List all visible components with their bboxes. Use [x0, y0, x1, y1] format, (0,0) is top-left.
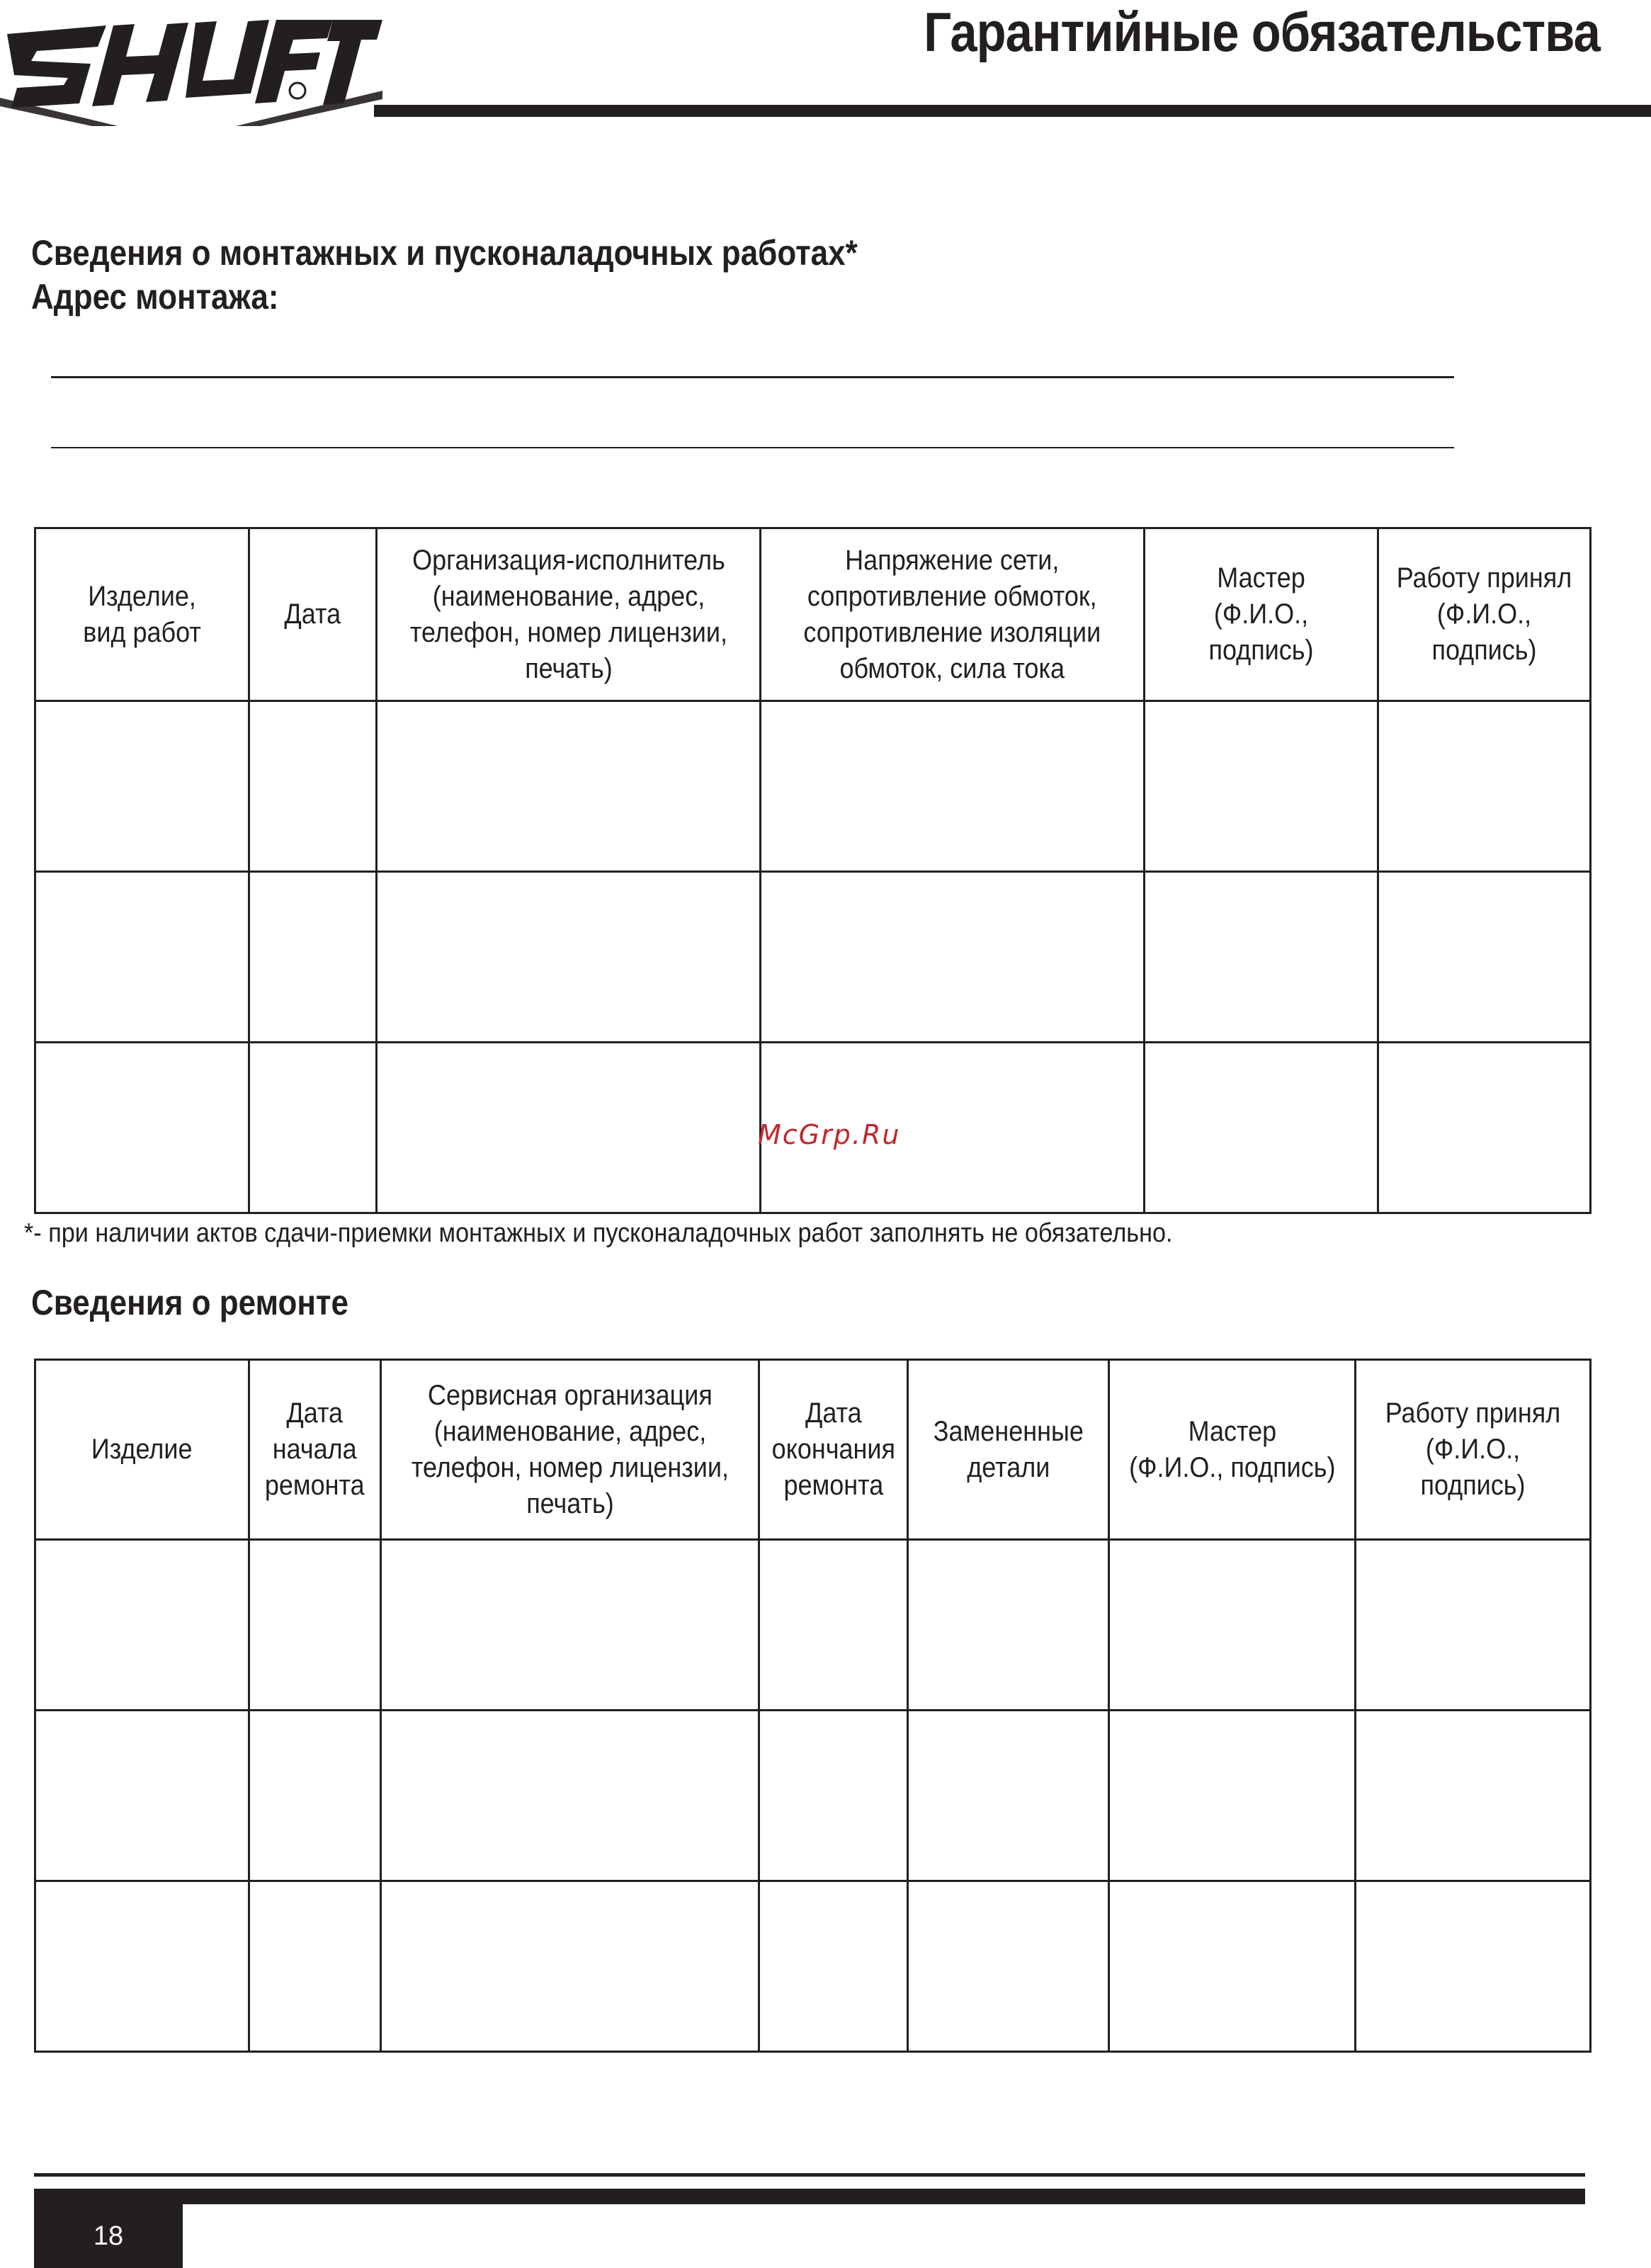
- input-cell[interactable]: [759, 1711, 908, 1881]
- input-cell[interactable]: [1356, 1540, 1591, 1711]
- address-label: Адрес монтажа:: [31, 277, 279, 317]
- input-cell[interactable]: [1356, 1881, 1591, 2052]
- input-cell[interactable]: [35, 1711, 249, 1881]
- input-cell[interactable]: [249, 1043, 377, 1213]
- input-cell[interactable]: [381, 1540, 759, 1711]
- input-cell[interactable]: [1378, 701, 1591, 872]
- col-contractor: Организация-исполнитель (наименование, адрес, телефон, номер лицензии, печать): [377, 528, 761, 701]
- table-row: [35, 1540, 1591, 1711]
- input-cell[interactable]: [249, 701, 377, 872]
- page-number: [34, 2204, 183, 2268]
- input-cell[interactable]: [1145, 701, 1378, 872]
- input-cell[interactable]: [908, 1711, 1109, 1881]
- installation-heading: Сведения о монтажных и пусконаладочных работах*: [31, 233, 858, 273]
- address-line-1[interactable]: [51, 376, 1454, 378]
- page-title: Гарантийные обязательства: [924, 1, 1600, 63]
- input-cell[interactable]: [249, 872, 377, 1043]
- repair-heading: Сведения о ремонте: [31, 1283, 348, 1322]
- input-cell[interactable]: [35, 1043, 249, 1213]
- col-replaced-parts: Замененные детали: [908, 1360, 1109, 1540]
- input-cell[interactable]: [761, 701, 1145, 872]
- installation-table: [34, 527, 1592, 1214]
- input-cell[interactable]: [377, 1043, 761, 1213]
- repair-table: [34, 1359, 1592, 2053]
- header-rule: [374, 105, 1651, 117]
- input-cell[interactable]: [1145, 1043, 1378, 1213]
- input-cell[interactable]: [35, 701, 249, 872]
- input-cell[interactable]: [759, 1540, 908, 1711]
- installation-header-row: [35, 528, 1591, 701]
- input-cell[interactable]: [249, 1881, 381, 2052]
- input-cell[interactable]: [35, 872, 249, 1043]
- input-cell[interactable]: [1145, 872, 1378, 1043]
- input-cell[interactable]: [1378, 872, 1591, 1043]
- input-cell[interactable]: [249, 1711, 381, 1881]
- page-number-text: 18: [93, 2221, 124, 2251]
- input-cell[interactable]: [381, 1881, 759, 2052]
- repair-header-row: [35, 1360, 1591, 1540]
- table-row: [35, 701, 1591, 872]
- col-service-org: Сервисная организация (наименование, адрес, телефон, номер лицензии, печать): [381, 1360, 759, 1540]
- col-accepted-by: Работу принял (Ф.И.О., подпись): [1356, 1360, 1591, 1540]
- input-cell[interactable]: [759, 1881, 908, 2052]
- input-cell[interactable]: [1109, 1881, 1356, 2052]
- col-accepted-by: Работу принял (Ф.И.О., подпись): [1378, 528, 1591, 701]
- col-product-work: Изделие, вид работ: [35, 528, 249, 701]
- footnote: *- при наличии актов сдачи-приемки монтажных и пусконаладочных работ заполнять не обязательно.: [24, 1218, 1173, 1248]
- col-product: Изделие: [35, 1360, 249, 1540]
- input-cell[interactable]: [908, 1881, 1109, 2052]
- shuft-logo: [0, 20, 382, 126]
- input-cell[interactable]: [35, 1881, 249, 2052]
- input-cell[interactable]: [1109, 1540, 1356, 1711]
- input-cell[interactable]: [377, 701, 761, 872]
- col-master: Мастер (Ф.И.О., подпись): [1109, 1360, 1356, 1540]
- table-row: [35, 1711, 1591, 1881]
- input-cell[interactable]: [1378, 1043, 1591, 1213]
- col-date: Дата: [249, 528, 377, 701]
- col-master: Мастер (Ф.И.О., подпись): [1145, 528, 1378, 701]
- address-line-2[interactable]: [51, 447, 1454, 448]
- col-repair-end: Дата окончания ремонта: [759, 1360, 908, 1540]
- input-cell[interactable]: [249, 1540, 381, 1711]
- col-repair-start: Дата начала ремонта: [249, 1360, 381, 1540]
- input-cell[interactable]: [1109, 1711, 1356, 1881]
- input-cell[interactable]: [35, 1540, 249, 1711]
- table-row: [35, 1881, 1591, 2052]
- table-row: [35, 872, 1591, 1043]
- footer-rule-thin: [34, 2173, 1585, 2177]
- input-cell[interactable]: [377, 872, 761, 1043]
- input-cell[interactable]: [761, 872, 1145, 1043]
- input-cell[interactable]: [1356, 1711, 1591, 1881]
- input-cell[interactable]: [381, 1711, 759, 1881]
- watermark: McGrp.Ru: [758, 1119, 901, 1150]
- footer-rule-thick: [34, 2189, 1585, 2204]
- input-cell[interactable]: [908, 1540, 1109, 1711]
- col-electrical-params: Напряжение сети, сопротивление обмоток, сопротивление изоляции обмоток, сила тока: [761, 528, 1145, 701]
